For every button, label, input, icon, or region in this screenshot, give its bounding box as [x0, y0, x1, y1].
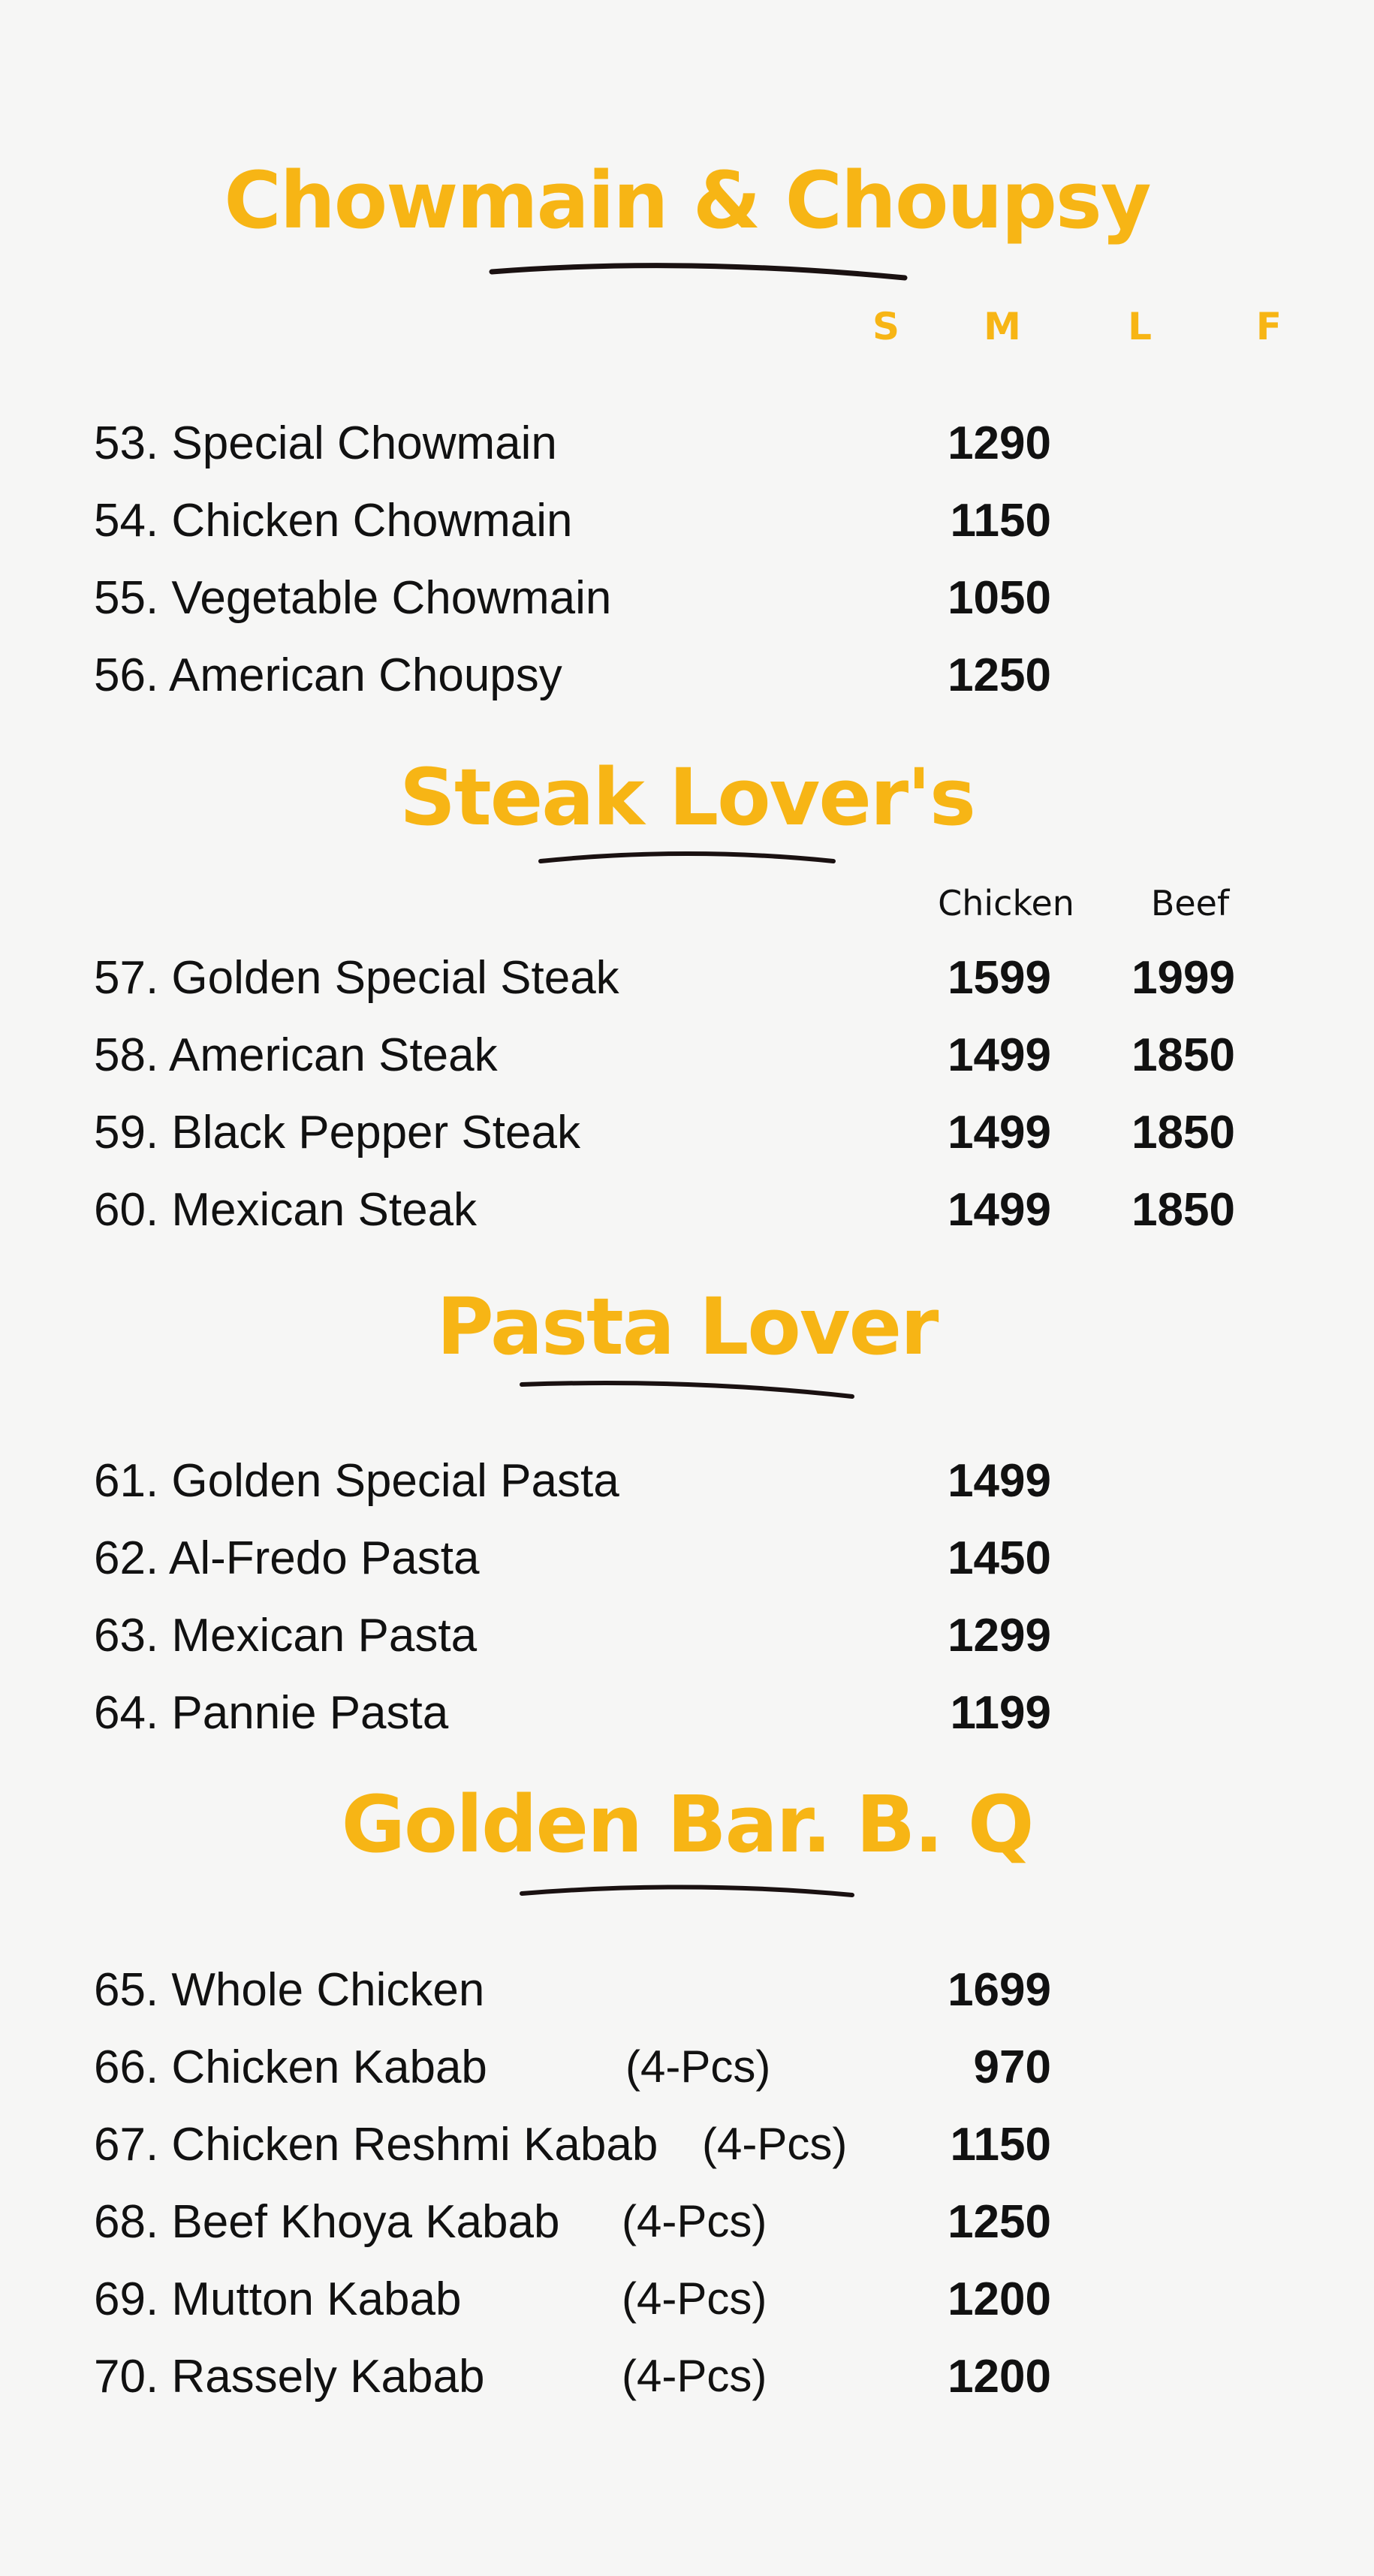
section-title-chowmain: Chowmain & Choupsy	[224, 155, 1150, 246]
menu-item: 70. Rassely Kabab	[94, 2351, 485, 2403]
item-price: 1699	[948, 1964, 1051, 2016]
item-price: 1050	[948, 572, 1051, 624]
menu-item: 64. Pannie Pasta	[94, 1687, 449, 1739]
title-underline	[518, 1374, 856, 1401]
menu-item: 67. Chicken Reshmi Kabab	[94, 2119, 658, 2171]
item-price: 1200	[948, 2273, 1051, 2325]
menu-item: 60. Mexican Steak	[94, 1184, 478, 1236]
menu-item: 59. Black Pepper Steak	[94, 1107, 580, 1158]
item-price: 1250	[948, 2196, 1051, 2248]
item-portion: (4-Pcs)	[625, 2041, 771, 2092]
item-price: 1199	[950, 1687, 1051, 1739]
menu-item: 56. American Choupsy	[94, 649, 562, 701]
section-title-pasta: Pasta Lover	[436, 1281, 938, 1372]
item-price: 1150	[950, 2119, 1051, 2171]
item-price-beef: 1999	[1131, 952, 1235, 1004]
item-portion: (4-Pcs)	[622, 2196, 767, 2246]
item-price: 1200	[948, 2351, 1051, 2403]
menu-item: 58. American Steak	[94, 1029, 498, 1081]
item-price: 1299	[948, 1610, 1051, 1662]
menu-item: 55. Vegetable Chowmain	[94, 572, 612, 624]
item-price-beef: 1850	[1131, 1029, 1235, 1081]
menu-item: 61. Golden Special Pasta	[94, 1455, 619, 1507]
item-price: 1250	[948, 649, 1051, 701]
menu-item: 57. Golden Special Steak	[94, 952, 619, 1004]
item-price-chicken: 1499	[948, 1184, 1051, 1236]
item-price-chicken: 1499	[948, 1029, 1051, 1081]
menu-item: 54. Chicken Chowmain	[94, 495, 573, 547]
col-beef: Beef	[1150, 883, 1230, 923]
size-col-l: L	[1128, 305, 1152, 348]
item-price-chicken: 1599	[948, 952, 1051, 1004]
item-portion: (4-Pcs)	[622, 2273, 767, 2324]
size-col-f: F	[1255, 305, 1282, 348]
item-price: 1450	[948, 1532, 1051, 1584]
menu-item: 62. Al-Fredo Pasta	[94, 1532, 480, 1584]
item-price: 1499	[948, 1455, 1051, 1507]
menu-item: 53. Special Chowmain	[94, 417, 557, 469]
size-col-m: M	[984, 305, 1021, 348]
title-underline	[518, 1877, 856, 1904]
title-underline	[537, 845, 837, 870]
item-price-beef: 1850	[1131, 1107, 1235, 1158]
title-underline	[488, 255, 908, 285]
item-price: 970	[973, 2041, 1051, 2093]
section-title-steak: Steak Lover's	[399, 752, 975, 843]
item-price-chicken: 1499	[948, 1107, 1051, 1158]
item-price: 1290	[948, 417, 1051, 469]
menu-item: 63. Mexican Pasta	[94, 1610, 478, 1662]
item-price: 1150	[950, 495, 1051, 547]
menu-item: 66. Chicken Kabab	[94, 2041, 487, 2093]
item-portion: (4-Pcs)	[702, 2119, 848, 2169]
menu-item: 65. Whole Chicken	[94, 1964, 485, 2016]
section-title-bbq: Golden Bar. B. Q	[341, 1779, 1033, 1870]
menu-item: 68. Beef Khoya Kabab	[94, 2196, 560, 2248]
item-portion: (4-Pcs)	[622, 2351, 767, 2401]
item-price-beef: 1850	[1131, 1184, 1235, 1236]
size-col-s: S	[872, 305, 899, 348]
menu-item: 69. Mutton Kabab	[94, 2273, 462, 2325]
col-chicken: Chicken	[938, 883, 1074, 923]
